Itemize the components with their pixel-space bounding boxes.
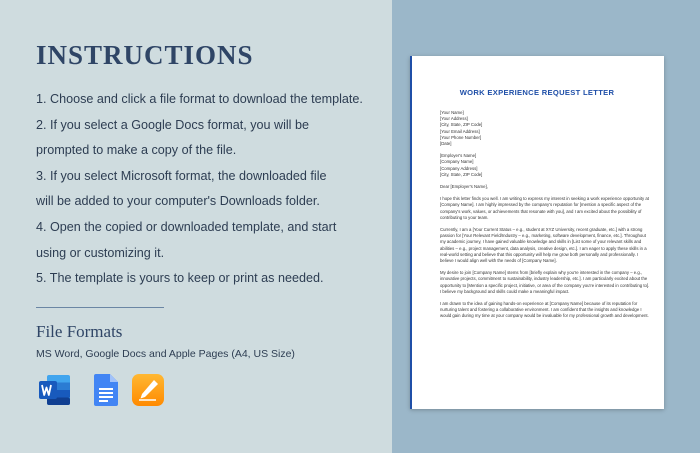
instruction-line: will be added to your computer's Downloads folder.: [36, 194, 320, 209]
letter-body: [440, 110, 650, 326]
apple-pages-icon[interactable]: [130, 372, 166, 408]
recipient-block: [440, 153, 650, 178]
sender-block: [440, 110, 650, 147]
sender-line: [Your Address]: [440, 116, 468, 122]
letter-accent-stripe: [410, 56, 412, 409]
instruction-line: prompted to make a copy of the file.: [36, 143, 237, 158]
instructions-list: [36, 87, 386, 292]
sender-line: [City, State, ZIP Code]: [440, 122, 483, 128]
salutation: Dear [Employer's Name],: [440, 184, 488, 190]
sender-line: [Your Phone Number]: [440, 134, 482, 140]
instruction-line: 1. Choose and click a file format to download the template.: [36, 92, 363, 106]
instruction-line: 2. If you select a Google Docs format, you will be: [36, 117, 309, 132]
letter-paragraph: I hope this letter finds you well. I am writing to express my interest in seeking a work experience opportunity at [Company Name]. I am highly impressed by the company's reputation for [mention a specific aspect of the company's work, values, or achievements that resonate with you], and I am excited about the possibility of contributing to your team.: [440, 196, 649, 220]
recipient-line: [Company Name]: [440, 159, 474, 165]
google-docs-icon[interactable]: [88, 372, 124, 408]
recipient-line: [City, State, ZIP Code]: [440, 171, 483, 177]
letter-title: WORK EXPERIENCE REQUEST LETTER: [459, 88, 615, 97]
letter-preview: [410, 56, 664, 409]
sender-line: [Date]: [440, 141, 452, 147]
word-icon[interactable]: [36, 372, 72, 408]
letter-paragraph: I am drawn to the idea of gaining hands-on experience at [Company Name] because of its reputation for nurturing talent and fostering a collaborative environment. I am confident that the insights and knowledge I would gain during my time at your company would be invaluable for my professional growth and development.: [440, 301, 649, 319]
section-divider: [36, 307, 164, 308]
letter-paragraph: Currently, I am a [Your Current Status – e.g., student at XYZ University, recent graduate, etc.] with a strong passion for [Your Relevant Field/Industry – e.g., marketing, software development, finance, etc.]. Throughout my academic journey, I have gained valuable knowledge and skills in [List some of your relevant skills and abilities – e.g., project management, data analysis, creative design, etc.]. I am eager to apply these skills in a real-world setting and believe that this opportunity will help me grow both personally and professionally. I believe I would align well with the needs of [Company Name].: [440, 227, 647, 264]
instructions-heading: INSTRUCTIONS: [36, 40, 254, 70]
recipient-line: [Employer's Name]: [440, 153, 477, 159]
file-formats-heading: File Formats: [36, 322, 123, 341]
file-formats-description: MS Word, Google Docs and Apple Pages (A4, US Size): [36, 348, 295, 360]
letter-paragraph: My desire to join [Company Name] stems from [briefly explain why you're interested in the company – e.g., innovative projects, commitment to sustainability, industry leadership, etc.]. I am particularly excited about the opportunity to [Mention a specific project, initiative, or area of the company you're interested in contributing to]. I believe my background and skills could make a meaningful impact.: [440, 270, 650, 294]
instruction-line: 3. If you select Microsoft format, the downloaded file: [36, 168, 327, 183]
recipient-line: [Company Address]: [440, 165, 478, 171]
sender-line: [Your Name]: [440, 110, 464, 115]
sender-line: [Your Email Address]: [440, 128, 480, 134]
instruction-line: using or customizing it.: [36, 245, 165, 260]
instruction-line: 5. The template is yours to keep or print as needed.: [36, 271, 324, 286]
instruction-line: 4. Open the copied or downloaded template, and start: [36, 219, 337, 234]
